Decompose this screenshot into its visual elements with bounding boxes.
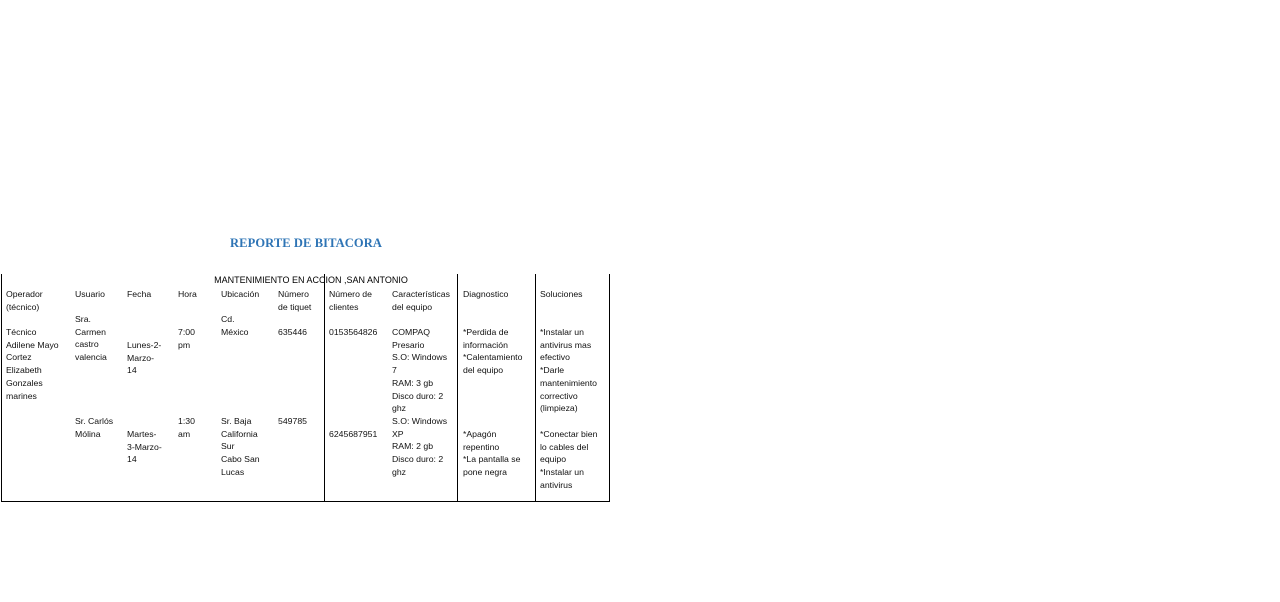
row2-ubicacion: Sr. Baja California Sur Cabo San Lucas bbox=[221, 416, 260, 477]
row1-diagnostico: *Perdida de información *Calentamiento del equipo bbox=[463, 327, 523, 376]
row1-numero-tiquet: 635446 bbox=[278, 327, 307, 337]
row1-soluciones: *Instalar un antivirus mas efectivo *Darle mantenimiento correctivo (limpieza) bbox=[540, 327, 597, 414]
header-numero-tiquet: Número de tiquet bbox=[278, 289, 312, 312]
row2-soluciones: *Conectar bien lo cables del equipo *Instalar un antivirus bbox=[540, 429, 598, 490]
row1-hora: 7:00 pm bbox=[178, 327, 195, 350]
row2-numero-tiquet: 549785 bbox=[278, 416, 307, 426]
row1-operador: Técnico Adilene Mayo Cortez Elizabeth Gonzales marines bbox=[6, 327, 59, 401]
row2-fecha: Martes- 3-Marzo- 14 bbox=[127, 429, 162, 465]
header-usuario: Usuario bbox=[75, 289, 105, 299]
row2-hora: 1:30 am bbox=[178, 416, 195, 439]
row2-caracteristicas: S.O: Windows XP RAM: 2 gb Disco duro: 2 ghz bbox=[392, 416, 448, 477]
row1-usuario: Sra. Carmen castro valencia bbox=[75, 314, 107, 363]
row1-fecha: Lunes-2- Marzo- 14 bbox=[127, 340, 162, 376]
header-diagnostico: Diagnostico bbox=[463, 289, 509, 299]
header-operador: Operador (técnico) bbox=[6, 289, 43, 312]
table-subtitle: MANTENIMIENTO EN ACCION ,SAN ANTONIO bbox=[214, 275, 408, 285]
report-title: REPORTE DE BITACORA bbox=[230, 236, 382, 250]
row1-caracteristicas: COMPAQ Presario S.O: Windows 7 RAM: 3 gb Disco duro: 2 ghz bbox=[392, 327, 448, 414]
row2-usuario: Sr. Carlós Mólina bbox=[75, 416, 114, 439]
header-caracteristicas: Características del equipo bbox=[392, 289, 450, 312]
row2-diagnostico: *Apagón repentino *La pantalla se pone negra bbox=[463, 429, 521, 478]
table-divider bbox=[324, 274, 325, 502]
table-divider bbox=[535, 274, 536, 502]
table-divider bbox=[457, 274, 458, 502]
header-ubicacion: Ubicación bbox=[221, 289, 260, 299]
header-numero-clientes: Número de clientes bbox=[329, 289, 372, 312]
row1-numero-clientes: 0153564826 bbox=[329, 327, 378, 337]
header-soluciones: Soluciones bbox=[540, 289, 583, 299]
row2-numero-clientes: 6245687951 bbox=[329, 429, 378, 439]
header-fecha: Fecha bbox=[127, 289, 152, 299]
row1-ubicacion: Cd. México bbox=[221, 314, 249, 337]
header-hora: Hora bbox=[178, 289, 197, 299]
